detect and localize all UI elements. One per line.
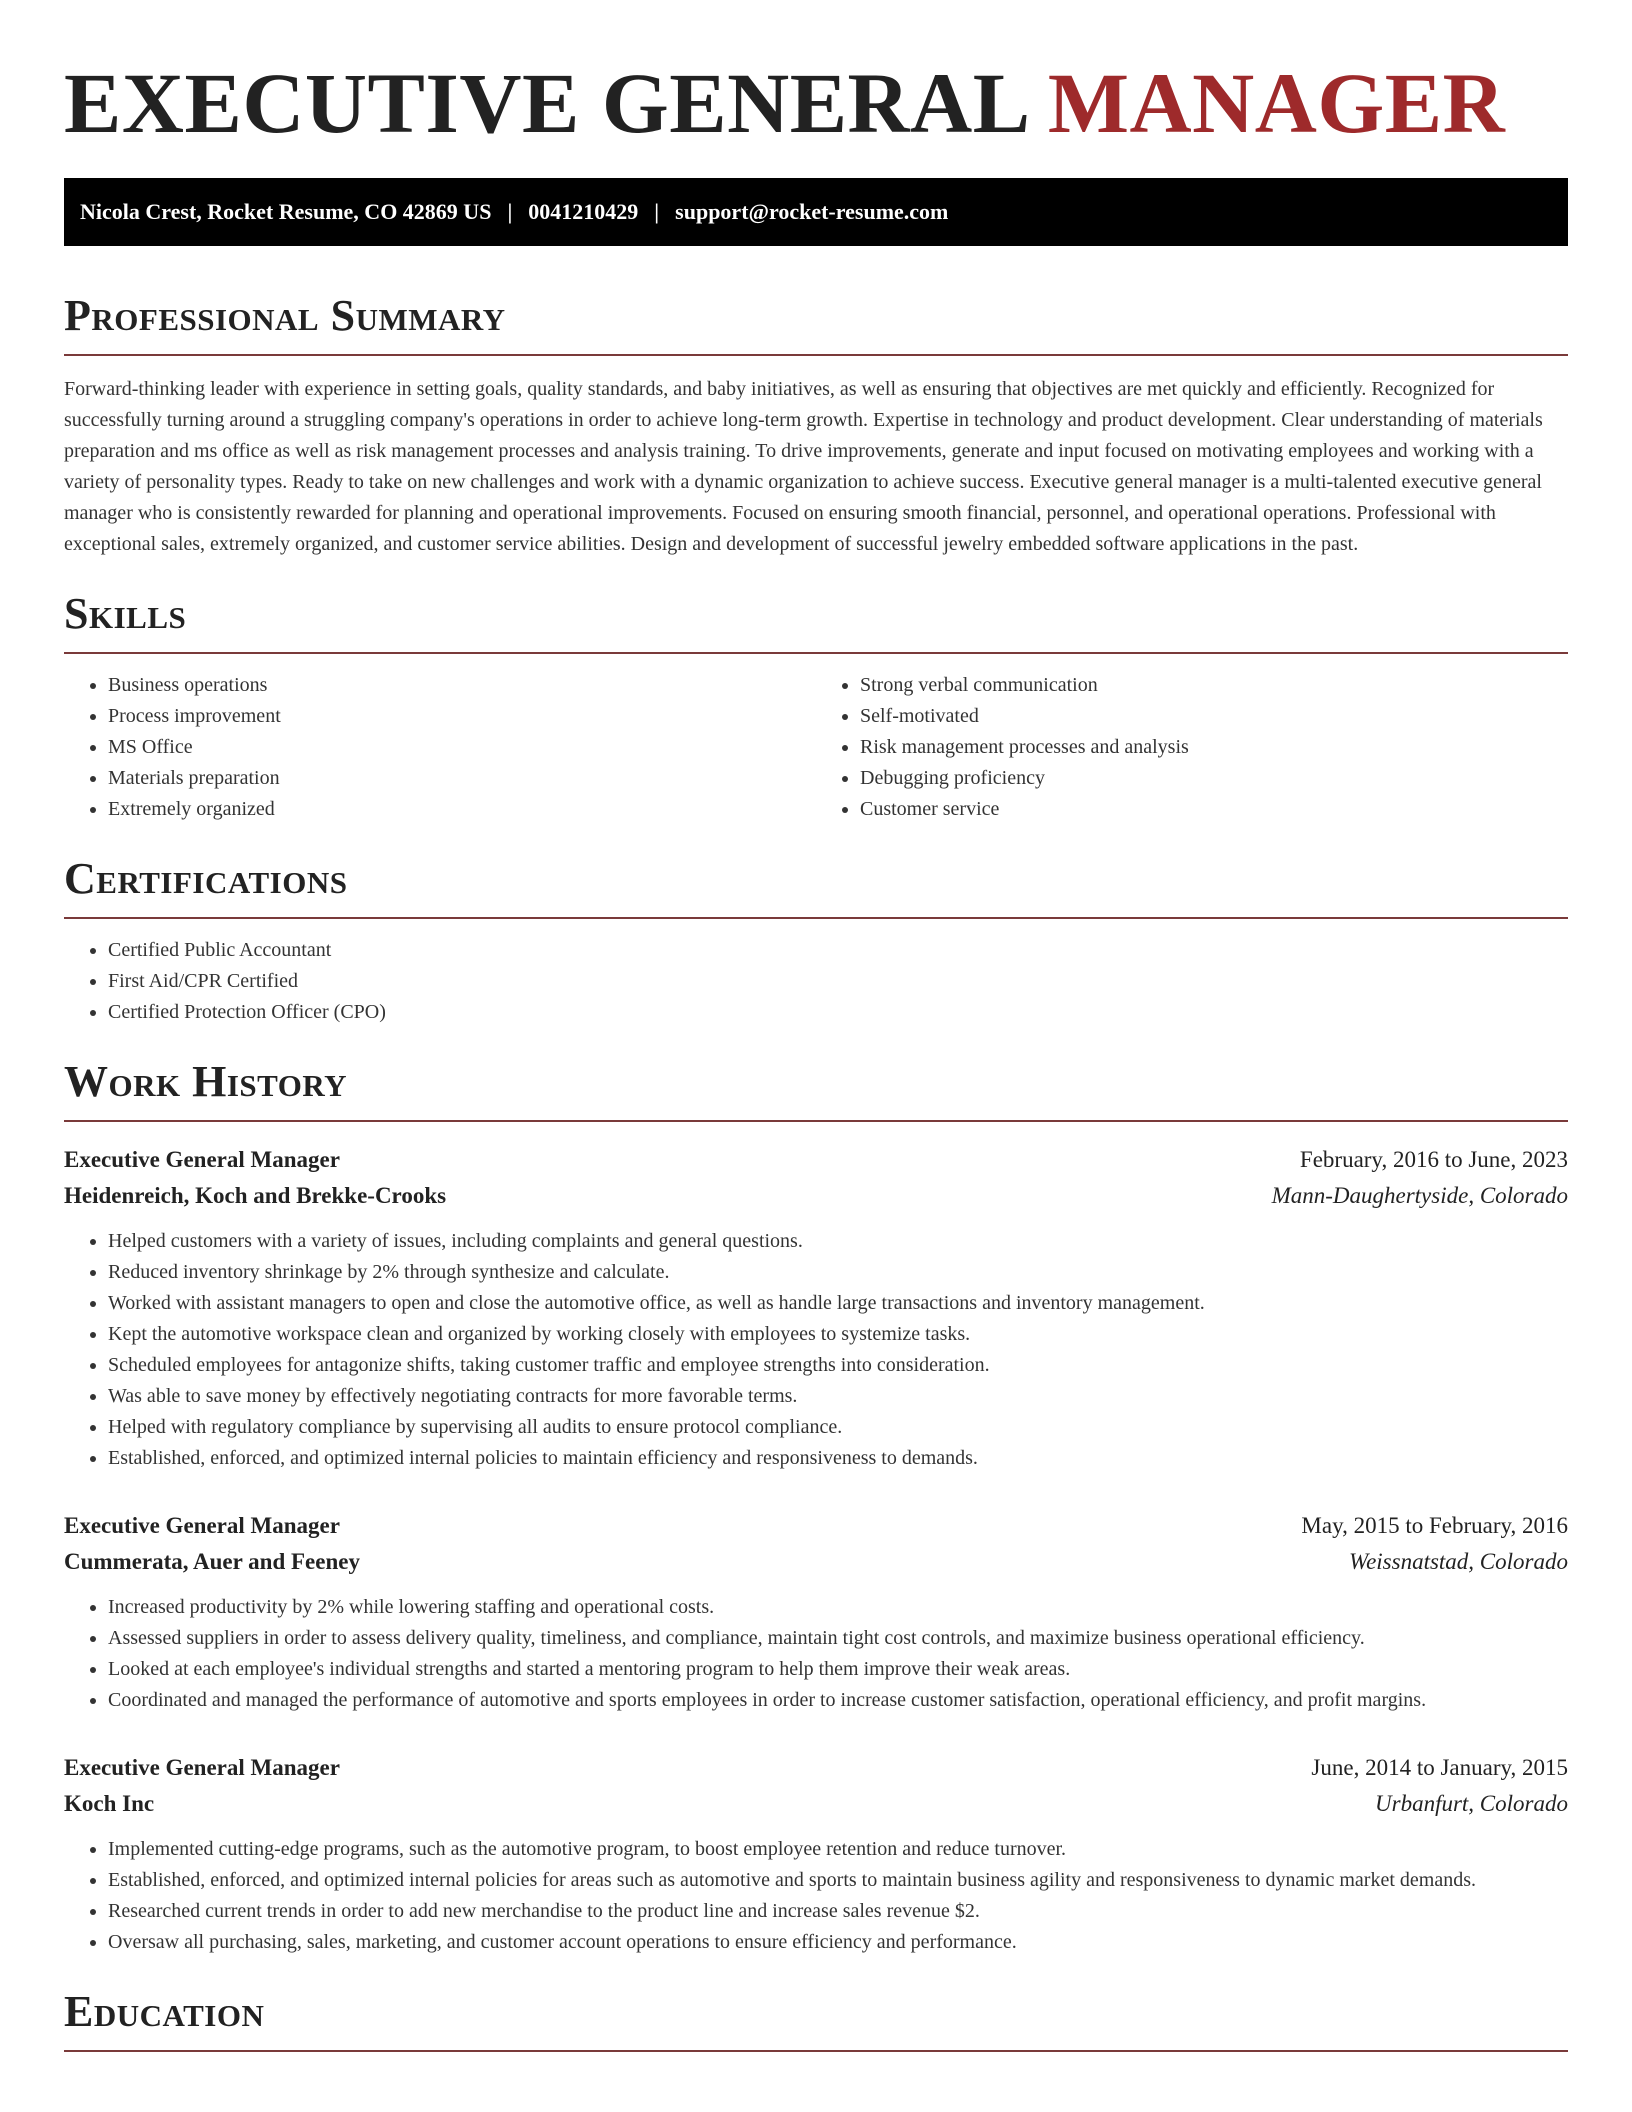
- skill-item: • Strong verbal communication: [860, 670, 1568, 701]
- skill-item: • Debugging proficiency: [860, 763, 1568, 794]
- job-bullets: [64, 1592, 1568, 1716]
- job-bullet: • Researched current trends in order to add new merchandise to the product line and increase sales revenue $2.: [108, 1896, 1568, 1927]
- job-bullet: • Helped customers with a variety of issues, including complaints and general questions.: [108, 1226, 1568, 1257]
- skill-item: • Risk management processes and analysis: [860, 732, 1568, 763]
- job-location: Weissnatstad, Colorado: [1349, 1549, 1568, 1574]
- skill-item: • Business operations: [108, 670, 816, 701]
- job-bullet: • Assessed suppliers in order to assess delivery quality, timeliness, and compliance, maintain tight cost controls, and maximize business operational efficiency.: [108, 1623, 1568, 1654]
- job-bullet: • Increased productivity by 2% while lowering staffing and operational costs.: [108, 1592, 1568, 1623]
- job-bullets: [64, 1226, 1568, 1474]
- job-company: Cummerata, Auer and Feeney: [64, 1549, 360, 1574]
- job-bullet: • Helped with regulatory compliance by supervising all audits to ensure protocol compliance.: [108, 1412, 1568, 1443]
- job-company: Koch Inc: [64, 1791, 155, 1816]
- summary-text: Forward-thinking leader with experience in setting goals, quality standards, and baby initiatives, as well as ensuring that objectives are met quickly and efficiently. Recognized for successfully turning around a struggling company's operations in order to achieve long-term growth. Expertise in technology and product development. Clear understanding of materials preparation and ms office as well as risk management processes and analysis training. To drive improvements, generate and input focused on motivating employees and working with a variety of personality types. Ready to take on new challenges and work with a dynamic organization to achieve success. Executive general manager is a multi-talented executive general manager who is consistently rewarded for planning and operational improvements. Focused on ensuring smooth financial, personnel, and operational operations. Professional with exceptional sales, extremely organized, and customer service abilities. Design and development of successful jewelry embedded software applications in the past.: [64, 378, 1543, 555]
- job-header-row: [64, 1142, 1568, 1178]
- title-accent: MANAGER: [1047, 55, 1506, 151]
- job-company: Heidenreich, Koch and Brekke-Crooks: [64, 1183, 447, 1208]
- contact-phone: 0041210429: [528, 199, 639, 224]
- skill-item: • Self-motivated: [860, 701, 1568, 732]
- job-location: Urbanfurt, Colorado: [1375, 1791, 1568, 1816]
- skills-list-left: [64, 670, 816, 825]
- job-bullet: • Reduced inventory shrinkage by 2% through synthesize and calculate.: [108, 1257, 1568, 1288]
- job-company-row: [64, 1178, 1568, 1214]
- job-bullet: • Kept the automotive workspace clean and organized by working closely with employees to systemize tasks.: [108, 1319, 1568, 1350]
- job-title: Executive General Manager: [64, 1147, 340, 1172]
- contact-bar: [64, 178, 1568, 246]
- job-entry: [64, 1142, 1568, 1474]
- job-bullet: • Coordinated and managed the performance of automotive and sports employees in order to increase customer satisfaction, operational efficiency, and profit margins.: [108, 1685, 1568, 1716]
- work-history-heading: Work History: [64, 1056, 1568, 1122]
- job-bullet: • Oversaw all purchasing, sales, marketing, and customer account operations to ensure efficiency and performance.: [108, 1927, 1568, 1958]
- education-section: [64, 1986, 1568, 2052]
- job-bullet: • Was able to save money by effectively negotiating contracts for more favorable terms.: [108, 1381, 1568, 1412]
- job-company-row: [64, 1786, 1568, 1822]
- job-bullets: [64, 1834, 1568, 1958]
- job-header-row: [64, 1508, 1568, 1544]
- job-location: Mann-Daughertyside, Colorado: [1271, 1183, 1568, 1208]
- contact-email: support@rocket-resume.com: [675, 199, 949, 224]
- title-main: EXECUTIVE GENERAL: [64, 55, 1026, 151]
- certifications-heading: Certifications: [64, 853, 1568, 919]
- certification-item: • Certified Public Accountant: [108, 935, 1568, 966]
- skill-item: • Materials preparation: [108, 763, 816, 794]
- job-bullet: • Established, enforced, and optimized internal policies for areas such as automotive and sports to maintain business agility and responsiveness to dynamic market demands.: [108, 1865, 1568, 1896]
- work-history-section: [64, 1056, 1568, 1958]
- job-title: Executive General Manager: [64, 1513, 340, 1538]
- job-dates: June, 2014 to January, 2015: [1311, 1755, 1568, 1780]
- skills-section: [64, 588, 1568, 825]
- job-header-row: [64, 1750, 1568, 1786]
- skill-item: • Customer service: [860, 794, 1568, 825]
- skills-heading: Skills: [64, 588, 1568, 654]
- job-dates: February, 2016 to June, 2023: [1299, 1147, 1568, 1172]
- skills-grid: [64, 654, 1568, 825]
- summary-section: [64, 290, 1568, 560]
- contact-separator: |: [507, 199, 513, 224]
- skill-item: • Extremely organized: [108, 794, 816, 825]
- summary-heading: Professional Summary: [64, 290, 1568, 356]
- skill-item: • Process improvement: [108, 701, 816, 732]
- contact-separator: |: [654, 199, 660, 224]
- job-bullet: • Worked with assistant managers to open and close the automotive office, as well as handle large transactions and inventory management.: [108, 1288, 1568, 1319]
- certifications-section: [64, 853, 1568, 1028]
- job-entry: [64, 1750, 1568, 1958]
- job-bullet: • Implemented cutting-edge programs, such as the automotive program, to boost employee retention and reduce turnover.: [108, 1834, 1568, 1865]
- job-dates: May, 2015 to February, 2016: [1301, 1513, 1568, 1538]
- certification-item: • Certified Protection Officer (CPO): [108, 997, 1568, 1028]
- job-company-row: [64, 1544, 1568, 1580]
- skills-list-right: [816, 670, 1568, 825]
- contact-address: Nicola Crest, Rocket Resume, CO 42869 US: [80, 199, 492, 224]
- job-bullet: • Looked at each employee's individual strengths and started a mentoring program to help them improve their weak areas.: [108, 1654, 1568, 1685]
- job-entry: [64, 1508, 1568, 1716]
- job-bullet: • Scheduled employees for antagonize shifts, taking customer traffic and employee strengths into consideration.: [108, 1350, 1568, 1381]
- resume-title: [64, 48, 1568, 158]
- skill-item: • MS Office: [108, 732, 816, 763]
- certification-item: • First Aid/CPR Certified: [108, 966, 1568, 997]
- education-heading: Education: [64, 1986, 1568, 2052]
- certifications-list: [64, 935, 1568, 1028]
- job-bullet: • Established, enforced, and optimized internal policies to maintain efficiency and responsiveness to demands.: [108, 1443, 1568, 1474]
- job-title: Executive General Manager: [64, 1755, 340, 1780]
